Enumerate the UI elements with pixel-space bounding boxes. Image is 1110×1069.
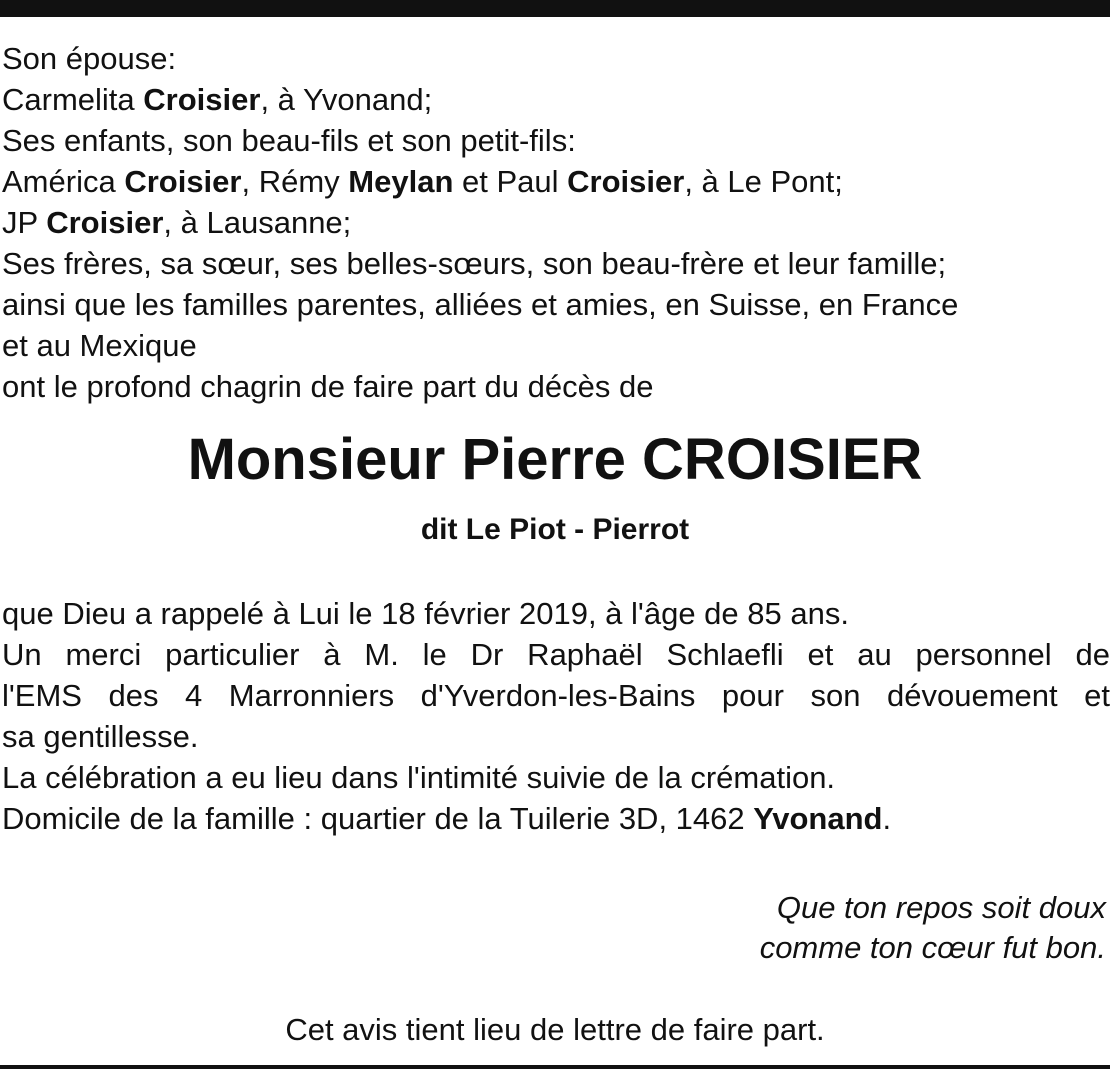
closing-note: Cet avis tient lieu de lettre de faire part. xyxy=(285,1012,825,1047)
relatives-line: ainsi que les familles parentes, alliées et amies, en Suisse, en France xyxy=(2,287,959,322)
surname-bold: Croisier xyxy=(124,164,242,199)
spouse-line: Carmelita Croisier, à Yvonand; xyxy=(2,82,433,117)
children-line: América Croisier, Rémy Meylan et Paul Croisier, à Le Pont; xyxy=(2,164,843,199)
surname-bold: Croisier xyxy=(567,164,685,199)
announcement-line: ont le profond chagrin de faire part du décès de xyxy=(2,369,654,404)
deceased-name: Monsieur Pierre CROISIER xyxy=(187,427,923,492)
family-address-line: Domicile de la famille : quartier de la Tuilerie 3D, 1462 Yvonand. xyxy=(2,801,892,836)
epitaph-quote xyxy=(760,888,1106,968)
epitaph-line-2: comme ton cœur fut bon. xyxy=(759,930,1106,965)
epitaph-line-1: Que ton repos soit doux xyxy=(776,890,1106,925)
surname-bold: Croisier xyxy=(46,205,164,240)
death-date-line: que Dieu a rappelé à Lui le 18 février 2019, à l'âge de 85 ans. xyxy=(2,596,849,631)
relatives-line-cont: et au Mexique xyxy=(2,328,197,363)
bottom-border-rule xyxy=(0,1065,1110,1069)
town-bold: Yvonand xyxy=(753,801,883,836)
spouse-heading: Son épouse: xyxy=(2,41,177,76)
siblings-line: Ses frères, sa sœur, ses belles-sœurs, son beau-frère et leur famille; xyxy=(2,246,947,281)
surname-bold: Croisier xyxy=(143,82,261,117)
family-announcement xyxy=(2,38,1110,407)
thanks-line-end: sa gentillesse. xyxy=(2,719,199,754)
ceremony-line: La célébration a eu lieu dans l'intimité suivie de la crémation. xyxy=(2,760,836,795)
thanks-line: Un merci particulier à M. le Dr Raphaël Schlaefli et au personnel de xyxy=(2,637,1110,672)
son-line: JP Croisier, à Lausanne; xyxy=(2,205,352,240)
thanks-line-cont: l'EMS des 4 Marronniers d'Yverdon-les-Bains pour son dévouement et xyxy=(2,678,1110,713)
top-border-rule xyxy=(0,0,1110,17)
surname-bold: Meylan xyxy=(348,164,454,199)
deceased-nickname: dit Le Piot - Pierrot xyxy=(420,513,690,546)
children-heading: Ses enfants, son beau-fils et son petit-fils: xyxy=(2,123,576,158)
notice-body xyxy=(2,593,1110,839)
